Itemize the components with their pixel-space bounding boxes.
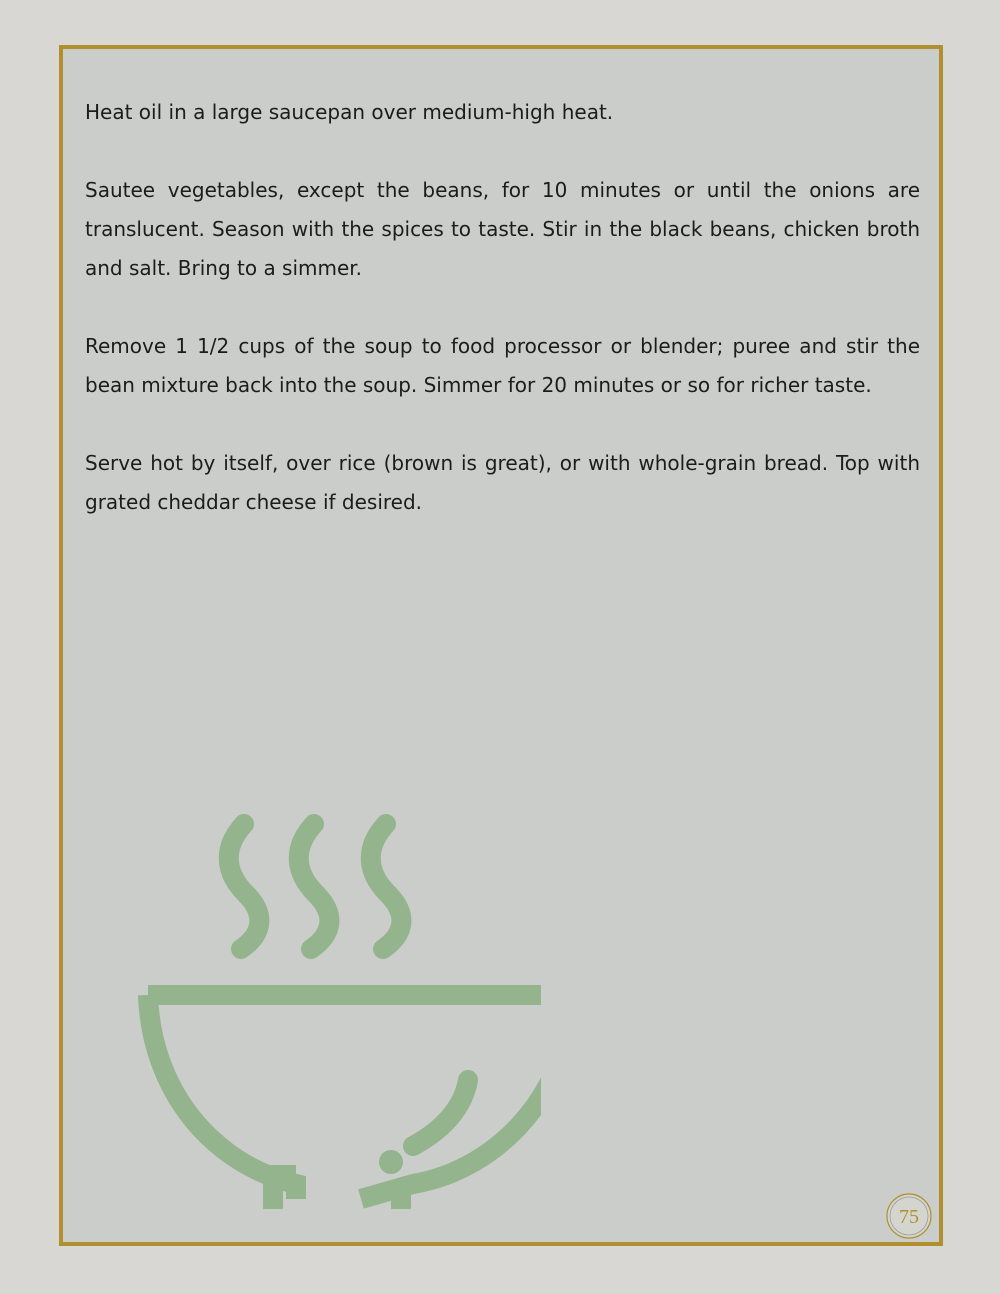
bowl-shine (413, 1080, 468, 1146)
steam-line-left (229, 824, 260, 949)
instruction-step-4: Serve hot by itself, over rice (brown is great), or with whole-grain bread. Top with grated cheddar cheese if desired. (85, 451, 920, 514)
soup-bowl-icon (101, 809, 541, 1209)
bowl-shine-dot (379, 1150, 403, 1174)
instruction-step-3: Remove 1 1/2 cups of the soup to food processor or blender; puree and stir the bean mixture back into the soup. Simmer for 20 minutes or so for richer taste. (85, 334, 920, 397)
anniversary-seal-icon (886, 1193, 932, 1239)
recipe-panel (59, 45, 943, 1246)
instruction-step-1: Heat oil in a large saucepan over medium-high heat. (85, 100, 614, 124)
instruction-step-2: Sautee vegetables, except the beans, for 10 minutes or until the onions are translucent. Season with the spices to taste. Stir in the black beans, chicken broth and salt. Bring to a simmer. (85, 178, 920, 280)
seal-number: 75 (899, 1206, 919, 1228)
steam-line-right (371, 824, 402, 949)
bowl-body (148, 995, 541, 1199)
steam-line-middle (299, 824, 330, 949)
instructions (85, 93, 920, 561)
